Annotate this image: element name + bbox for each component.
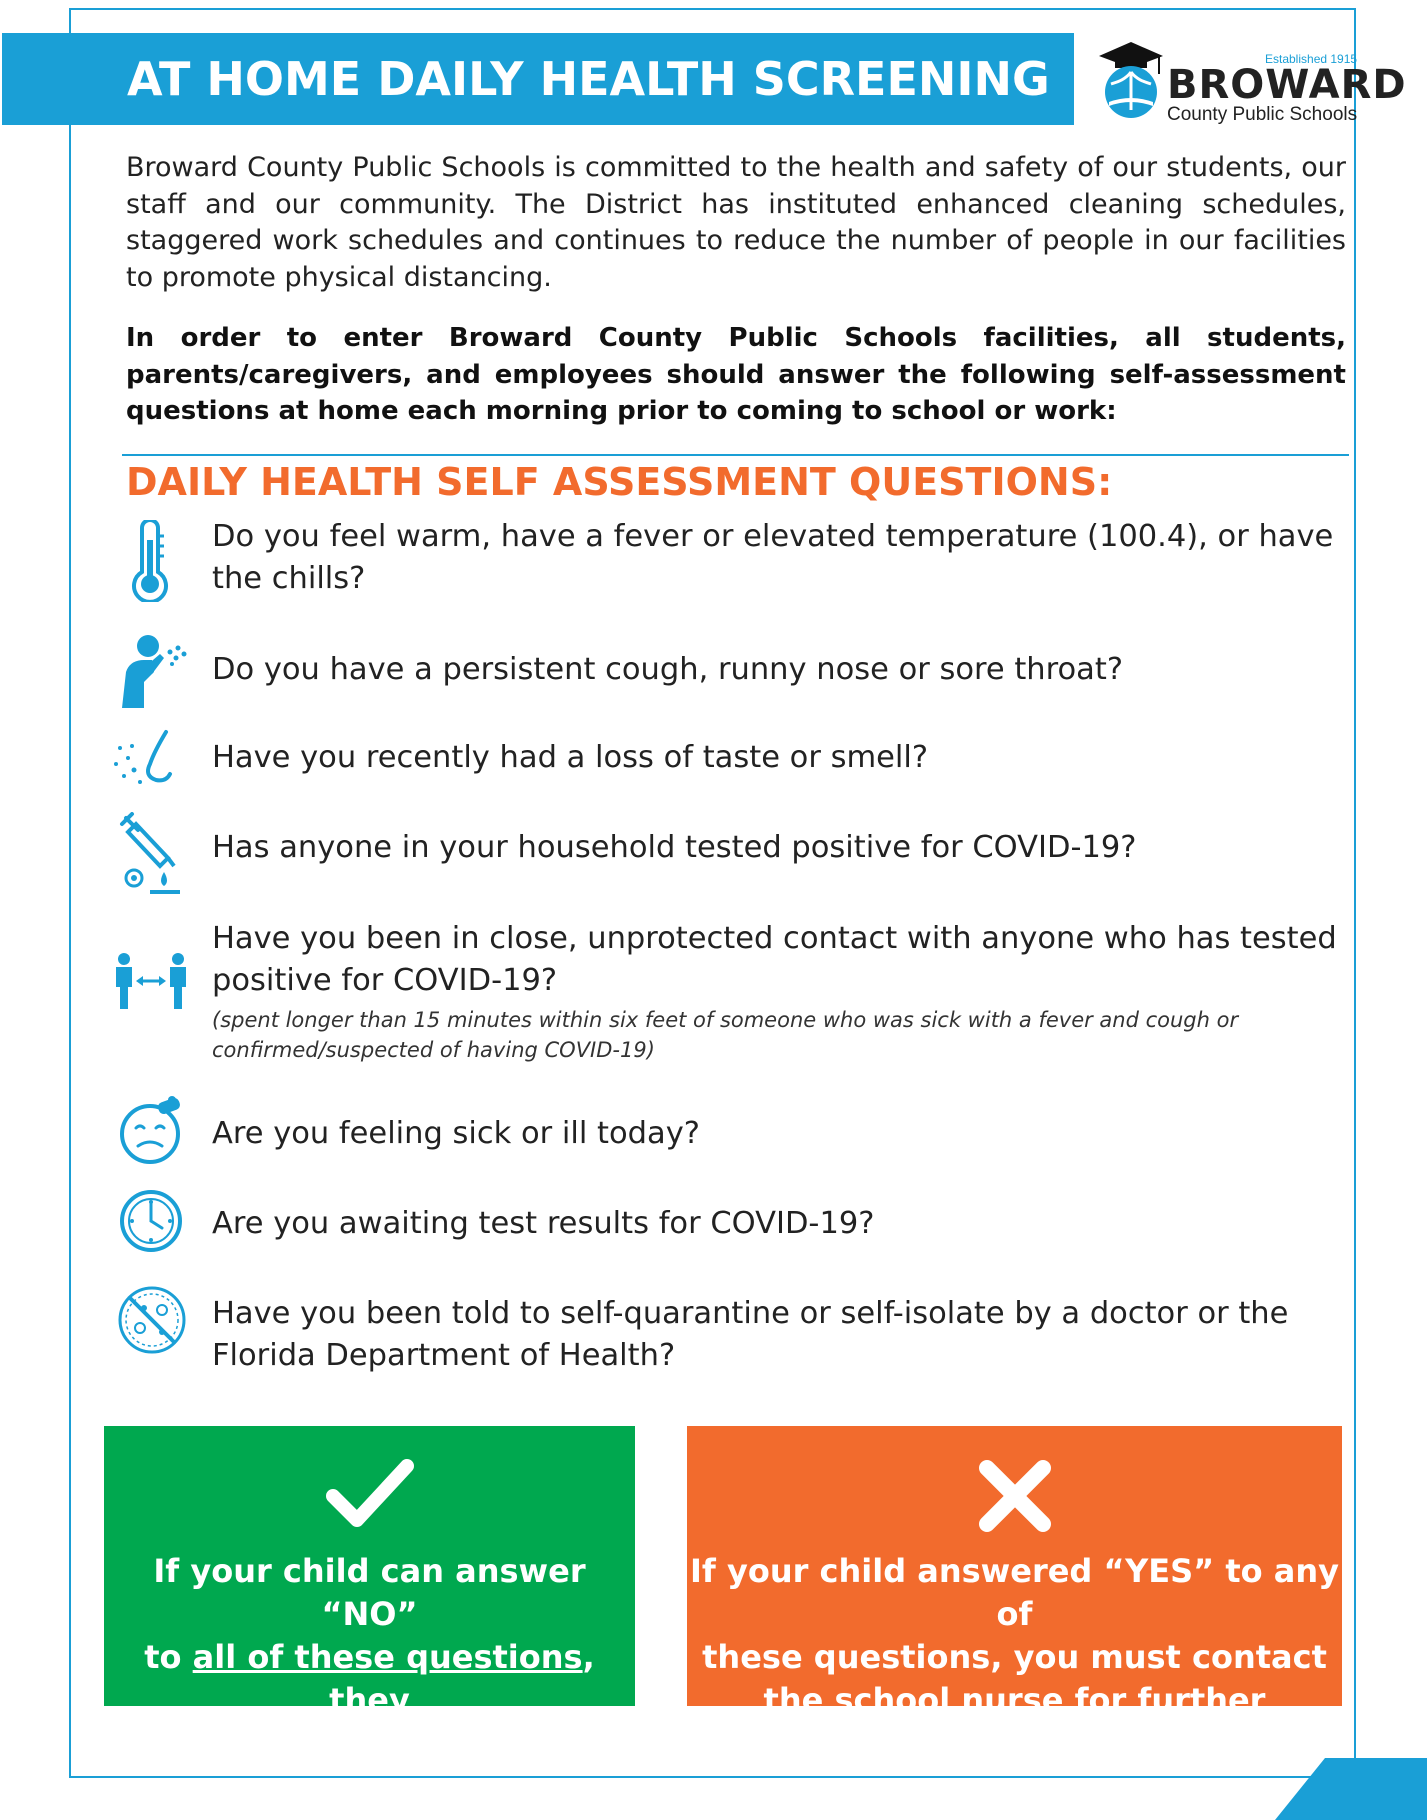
page-title: AT HOME DAILY HEALTH SCREENING bbox=[127, 52, 1050, 106]
question-7: Are you awaiting test results for COVID-19? bbox=[212, 1206, 875, 1241]
question-1: Do you feel warm, have a fever or elevated temperature (100.4), or have the chills? bbox=[212, 519, 1334, 596]
logo-name: BROWARD bbox=[1167, 62, 1407, 108]
outcome-no-line1: If your child can answer “NO” bbox=[153, 1552, 586, 1633]
logo-emblem-icon bbox=[1095, 36, 1167, 126]
section-heading: DAILY HEALTH SELF ASSESSMENT QUESTIONS: bbox=[126, 460, 1113, 504]
section-divider bbox=[122, 454, 1349, 456]
check-icon bbox=[325, 1456, 415, 1532]
intro-paragraph: Broward County Public Schools is committed to the health and safety of our students, our staff and our community. The District has instituted enhanced cleaning schedules, staggered work schedules and continues to reduce the number of people in our facilities to promote physical distancing. bbox=[126, 152, 1346, 293]
outcome-no-line2-post: , they bbox=[329, 1638, 595, 1719]
outcome-no-box bbox=[104, 1426, 635, 1762]
title-banner bbox=[2, 33, 1074, 125]
outcome-yes-text bbox=[687, 1550, 1342, 1765]
question-8: Have you been told to self-quarantine or self-isolate by a doctor or the Florida Department of Health? bbox=[212, 1296, 1289, 1373]
virus-no-icon bbox=[116, 1284, 188, 1356]
outcome-no-text bbox=[104, 1550, 635, 1765]
question-2: Do you have a persistent cough, runny nose or sore throat? bbox=[212, 652, 1124, 687]
instruction-paragraph: In order to enter Broward County Public Schools facilities, all students, parents/caregivers, and employees should answer the following self-assessment questions at home each morning prior to coming to school or work: bbox=[126, 323, 1346, 426]
outcome-no-line2-pre: to bbox=[144, 1638, 193, 1676]
question-3: Have you recently had a loss of taste or smell? bbox=[212, 740, 929, 775]
distance-icon bbox=[112, 953, 190, 1009]
outcome-yes-box bbox=[687, 1426, 1342, 1762]
question-5-note: (spent longer than 15 minutes within six feet of someone who was sick with a fever and cough or confirmed/suspected of having COVID-19) bbox=[212, 1008, 1239, 1062]
outcome-no-line3: may proceed to school. bbox=[159, 1724, 580, 1762]
clock-icon bbox=[118, 1188, 184, 1254]
broward-logo bbox=[1095, 36, 1407, 130]
nose-icon bbox=[110, 728, 180, 790]
outcome-yes-line3: the school nurse for further guidance. bbox=[763, 1681, 1266, 1762]
thermometer-icon bbox=[126, 520, 174, 602]
outcome-yes-line1: If your child answered “YES” to any of bbox=[690, 1552, 1339, 1633]
x-icon bbox=[975, 1456, 1055, 1536]
sick-face-icon bbox=[118, 1094, 190, 1166]
outcome-no-line2-underlined: all of these questions bbox=[192, 1638, 583, 1676]
outcome-yes-line2: these questions, you must contact bbox=[702, 1638, 1327, 1676]
cough-icon bbox=[116, 632, 192, 708]
dropper-icon bbox=[118, 812, 184, 896]
question-6: Are you feeling sick or ill today? bbox=[212, 1116, 700, 1151]
corner-decoration bbox=[1275, 1758, 1427, 1820]
question-5: Have you been in close, unprotected contact with anyone who has tested positive for COVID-19? bbox=[212, 921, 1337, 998]
logo-subtitle: County Public Schools bbox=[1167, 104, 1358, 125]
question-4: Has anyone in your household tested positive for COVID-19? bbox=[212, 830, 1137, 865]
logo-established: Established 1915 bbox=[1265, 52, 1358, 66]
